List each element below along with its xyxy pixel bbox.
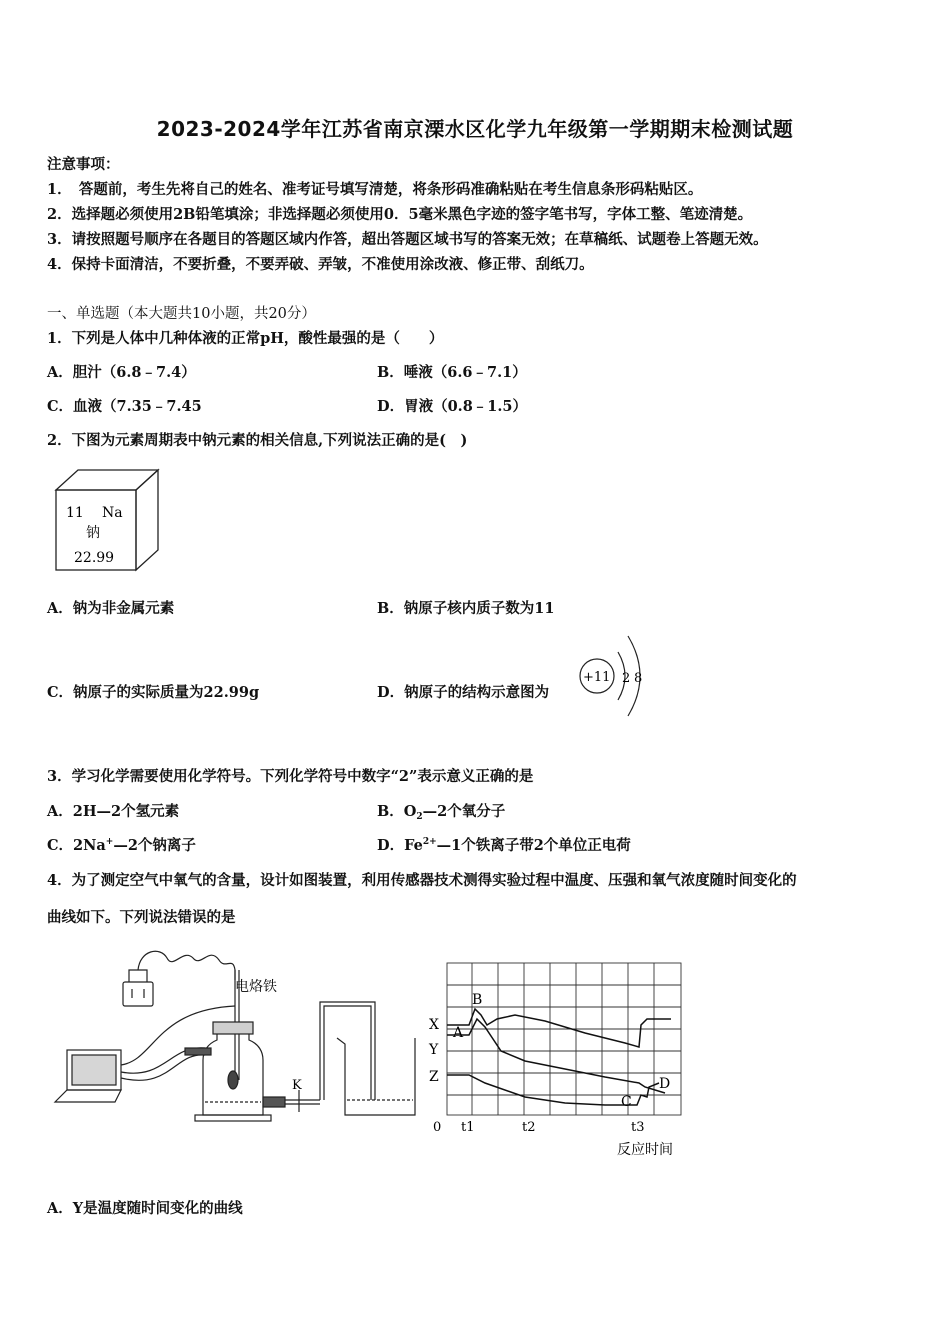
atom-shell1-electrons: 2 [622,671,631,686]
q1-option-c: C．血液（7.35﹣7.45 [47,398,202,415]
element-cell-figure [52,466,164,574]
notice-item: 3．请按照题号顺序在各题目的答题区域内作答，超出答题区域书写的答案无效；在草稿纸、试题卷上答题无效。 [47,231,768,248]
tick-t1: t1 [461,1120,475,1135]
element-mass: 22.99 [74,550,115,566]
q1-option-b: B．唾液（6.6﹣7.1） [377,364,527,381]
element-name: 钠 [86,525,100,541]
section-heading: 一、单选题（本大题共10小题，共20分） [47,306,316,322]
notice-heading: 注意事项： [47,156,120,173]
graph-origin-label: 0 [433,1120,442,1135]
element-number: 11 [66,505,84,521]
question-3-stem: 3．学习化学需要使用化学符号。下列化学符号中数字“2”表示意义正确的是 [47,768,534,785]
q3-option-b: B．$O_2—2$个氧分子 [377,803,506,822]
q3-option-d: D．$Fe^{2+}—1$个铁离子带2个单位正电荷 [377,837,631,854]
element-symbol: Na [102,505,123,521]
question-2-stem: 2．下图为元素周期表中钠元素的相关信息,下列说法正确的是( ) [47,432,468,449]
curve-label-z: Z [429,1069,439,1085]
question-1-stem: 1．下列是人体中几种体液的正常pH，酸性最强的是（ ） [47,330,444,347]
tick-t3: t3 [631,1120,645,1135]
sensor-curves-graph [425,955,700,1165]
experiment-apparatus-figure [45,940,430,1130]
page-title: 2023-2024学年江苏省南京溧水区化学九年级第一学期期末检测试题 [156,117,794,141]
notice-item: 1． 答题前，考生先将自己的姓名、准考证号填写清楚，将条形码准确粘贴在考生信息条形码粘贴区。 [47,181,703,198]
curve-label-x: X [429,1017,439,1033]
q4-option-a: A．Y是温度随时间变化的曲线 [47,1200,243,1217]
question-4-stem-line2: 曲线如下。下列说法错误的是 [47,909,236,926]
curve-label-y: Y [429,1042,439,1058]
point-label-d: D [659,1076,671,1092]
atom-structure-diagram [574,630,654,720]
clamp-k-label: K [292,1078,302,1093]
q2-option-b: B．钠原子核内质子数为11 [377,600,555,617]
point-label-a: A [453,1025,464,1041]
q1-option-a: A．胆汁（6.8﹣7.4） [47,364,196,381]
power-socket [123,982,153,1006]
curve-y [447,1019,665,1093]
point-label-c: C [621,1094,632,1110]
q2-option-c: C．钠原子的实际质量为22.99g [47,684,260,701]
q2-option-d: D．钠原子的结构示意图为 [377,684,550,701]
graph-x-axis-label: 反应时间 [617,1142,673,1158]
question-4-stem-line1: 4．为了测定空气中氧气的含量，设计如图装置，利用传感器技术测得实验过程中温度、压强和氧气浓度随时间变化的 [47,872,797,889]
iron-label: 电烙铁 [235,979,277,995]
q2-option-a: A．钠为非金属元素 [47,600,175,617]
q1-option-d: D．胃液（0.8﹣1.5） [377,398,528,415]
tick-t2: t2 [522,1120,536,1135]
notice-item: 2．选择题必须使用2B铅笔填涂；非选择题必须使用0．5毫米黑色字迹的签字笔书写，字体工整、笔迹清楚。 [47,206,753,223]
atom-shell2-electrons: 8 [634,671,643,686]
q3-option-c: C．2Na+—2个钠离子 [47,837,196,854]
notice-item: 4．保持卡面清洁，不要折叠，不要弄破、弄皱，不准使用涂改液、修正带、刮纸刀。 [47,256,594,273]
atom-nucleus-label: +11 [583,670,611,685]
point-label-b: B [472,992,483,1008]
curve-x [447,1009,671,1047]
q3-option-a: A．2H—2个氢元素 [47,803,180,820]
